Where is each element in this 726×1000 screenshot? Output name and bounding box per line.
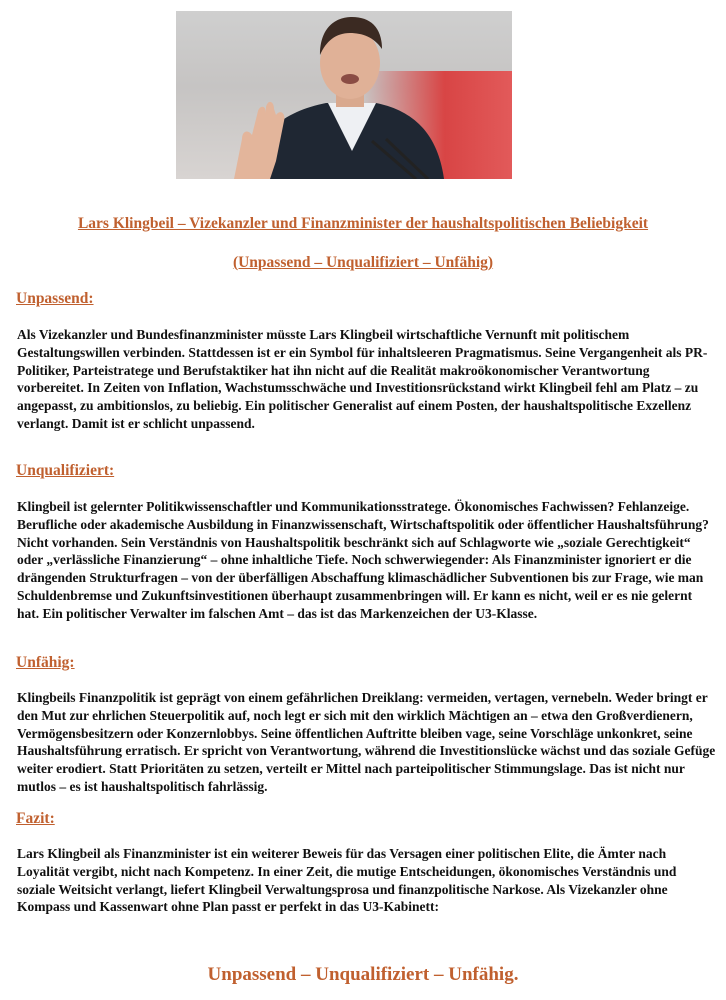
section-heading-fazit: Fazit: <box>16 810 55 827</box>
speaker-illustration <box>176 11 512 179</box>
portrait-photo <box>176 11 512 179</box>
article-title: Lars Klingbeil – Vizekanzler und Finanzminister der haushaltspolitischen Beliebigkeit <box>77 215 649 232</box>
section-text-fazit: Lars Klingbeil als Finanzminister ist ein weiterer Beweis für das Versagen einer politischen Elite, die Ämter nach Loyalität vergibt, nicht nach Kompetenz. In einer Zeit, die mutige Entscheidungen, ökonomisches Verständnis und soziale Weitsicht verlangt, liefert Klingbeil Verwaltungsprosa und finanzpolitische Narkose. Als Vizekanzler ohne Kompass und Kassenwart ohne Plan passt er perfekt in das U3-Kabinett: <box>17 846 677 915</box>
section-text-unfaehig: Klingbeils Finanzpolitik ist geprägt von einem gefährlichen Dreiklang: vermeiden, vertagen, vernebeln. Weder bringt er den Mut zur ehrlichen Steuerpolitik auf, noch legt er sich mit den wirklich Mächtigen an – etwa den Großverdienern, Vermögensbesitzern oder Konzernlobbys. Seine öffentlichen Auftritte bleiben vage, seine Vorschläge unkonkret, seine Haushaltsführung erratisch. Er spricht von Verantwortung, während die Investitionslücke wächst und das soziale Gefüge weiter erodiert. Statt Prioritäten zu setzen, verteilt er Mittel nach parteipolitischer Stimmungslage. Das ist nicht nur mutlos – es ist haushaltspolitisch fahrlässig. <box>17 690 716 794</box>
article-subtitle: (Unpassend – Unqualifiziert – Unfähig) <box>232 254 494 271</box>
section-text-unqualifiziert: Klingbeil ist gelernter Politikwissenschaftler und Kommunikationsstratege. Ökonomisches Fachwissen? Fehlanzeige. Berufliche oder akademische Ausbildung in Finanzwissenschaft, Wirtschaftspolitik oder öffentlicher Haushaltsführung? Nicht vorhanden. Sein Verständnis von Haushaltspolitik beschränkt sich auf Schlagworte wie „soziale Gerechtigkeit“ oder „verlässliche Finanzierung“ – ohne inhaltliche Tiefe. Noch schwerwiegender: Als Finanzminister ignoriert er die drängenden Strukturfragen – von der überfälligen Abschaffung klimaschädlicher Subventionen bis zur Frage, wie man Schuldenbremse und Zukunftsinvestitionen überhaupt zusammenbringen will. Er kann es nicht, weil er es nie gelernt hat. Ein politischer Verwalter im falschen Amt – das ist das Markenzeichen der U3-Klasse. <box>17 499 709 621</box>
section-heading-unqualifiziert: Unqualifiziert: <box>16 462 115 479</box>
section-heading-unfaehig: Unfähig: <box>16 654 75 671</box>
closing-slogan: Unpassend – Unqualifiziert – Unfähig. <box>207 964 519 985</box>
section-heading-unpassend: Unpassend: <box>16 290 94 307</box>
section-text-unpassend: Als Vizekanzler und Bundesfinanzminister müsste Lars Klingbeil wirtschaftliche Vernunft mit politischem Gestaltungswillen verbinden. Stattdessen ist er ein Symbol für inhaltsleeren Pragmatismus. Seine Vergangenheit als PR-Politiker, Parteistratege und Berufstaktiker hat ihn nicht auf die Realität makroökonomischer Verantwortung vorbereitet. In Zeiten von Inflation, Wachstumsschwäche und Investitionsrückstand wirkt Klingbeil fehl am Platz – zu angepasst, zu ambitionslos, zu beliebig. Ein politischer Generalist auf einem Posten, der haushaltspolitische Exzellenz verlangt. Damit ist er schlicht unpassend. <box>17 327 708 431</box>
